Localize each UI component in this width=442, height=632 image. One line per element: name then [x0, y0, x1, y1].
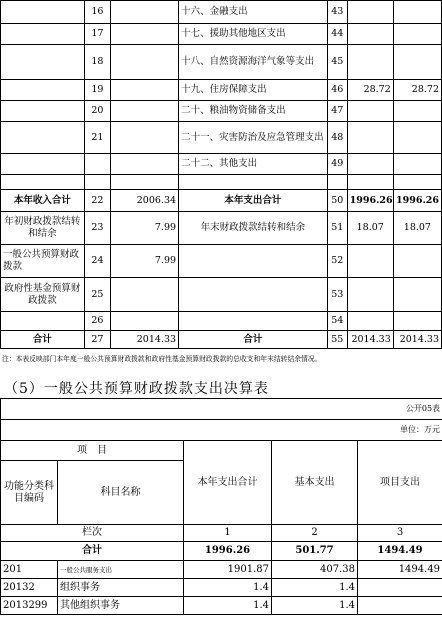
amount: 1.4: [272, 579, 358, 597]
subject-code: 20132: [1, 579, 58, 597]
amount: [358, 579, 442, 597]
header-total: 本年支出合计: [184, 441, 272, 525]
subject-name: 其他组织事务: [58, 597, 184, 615]
subject-code: 2013299: [1, 597, 58, 615]
table-row: [1, 101, 442, 122]
amount: 18.07: [347, 212, 393, 245]
amount: 2006.34: [110, 190, 178, 212]
line-no: 51: [327, 212, 347, 245]
expenditure-table: [0, 398, 442, 615]
amount: 407.38: [272, 561, 358, 579]
table-row: [1, 45, 442, 80]
table-row: [1, 245, 442, 278]
amount: 28.72: [393, 80, 441, 101]
amount: 1996.26: [393, 190, 441, 212]
line-no: 46: [327, 80, 347, 101]
amount: 2014.33: [347, 331, 393, 349]
amount: [393, 1, 441, 24]
subject-name: 组织事务: [58, 579, 184, 597]
line-no: 54: [327, 312, 347, 331]
amount: [347, 122, 393, 154]
line-no: 47: [327, 101, 347, 122]
subject-code: 201: [1, 561, 58, 579]
table-row: [1, 399, 442, 420]
amount: 1.4: [184, 597, 272, 615]
table-row: [1, 579, 442, 597]
amount: [393, 154, 441, 175]
line-no: [84, 154, 110, 175]
amount: 1494.49: [358, 542, 442, 561]
table-row: [1, 312, 442, 331]
unit-label: 单位：万元: [1, 420, 442, 441]
column-number: 2: [272, 525, 358, 542]
table-row: [1, 212, 442, 245]
amount: 1901.87: [184, 561, 272, 579]
amount: 2014.33: [393, 331, 441, 349]
column-label: 栏次: [1, 525, 184, 542]
amount: 7.99: [110, 212, 178, 245]
amount: [393, 24, 441, 45]
table-row: [1, 122, 442, 154]
header-name: 科目名称: [58, 461, 184, 525]
line-no: 48: [327, 122, 347, 154]
amount: 7.99: [110, 245, 178, 278]
amount: [358, 597, 442, 615]
line-no: 27: [84, 331, 110, 349]
total-row: [1, 190, 442, 212]
amount: 18.07: [393, 212, 441, 245]
amount: [347, 45, 393, 80]
line-no: 21: [84, 122, 110, 154]
line-no: 24: [84, 245, 110, 278]
grand-total-label: 合计: [179, 331, 328, 349]
amount: [347, 101, 393, 122]
line-no: 16: [84, 1, 110, 24]
line-no: 45: [327, 45, 347, 80]
row-label: 年初财政拨款结转和结余: [1, 212, 85, 245]
section-title: （5）一般公共预算财政拨款支出决算表: [4, 381, 269, 397]
amount: [347, 24, 393, 45]
line-no: 49: [327, 154, 347, 175]
line-no: 18: [84, 45, 110, 80]
line-no: 25: [84, 278, 110, 312]
line-no: 17: [84, 24, 110, 45]
line-no: 19: [84, 80, 110, 101]
amount: 1996.26: [184, 542, 272, 561]
grand-total-row: [1, 331, 442, 349]
header-code: 功能分类科目编码: [1, 461, 58, 525]
expense-item: 十九、住房保障支出: [179, 80, 328, 101]
line-no: 43: [327, 1, 347, 24]
header-project: 项 目: [1, 441, 184, 461]
form-number: 公开05表: [1, 399, 442, 420]
expense-item: 二十二、其他支出: [179, 154, 328, 175]
column-number: 1: [184, 525, 272, 542]
total-row: [1, 542, 442, 561]
header-row: [1, 441, 442, 461]
expense-item: 二十一、灾害防治及应急管理支出: [179, 122, 328, 154]
amount: [393, 101, 441, 122]
subject-name: 一般公共服务支出: [58, 561, 184, 579]
line-no: 22: [84, 190, 110, 212]
total-label: 合计: [1, 542, 184, 561]
amount: 28.72: [347, 80, 393, 101]
header-basic: 基本支出: [272, 441, 358, 525]
amount: 1996.26: [347, 190, 393, 212]
amount: 501.77: [272, 542, 358, 561]
amount: 1494.49: [358, 561, 442, 579]
table-row: [1, 597, 442, 615]
grand-total-label: 合计: [1, 331, 85, 349]
table-row: [1, 175, 442, 190]
expense-item: 十六、金融支出: [179, 1, 328, 24]
table-note: 注：本表反映部门本年度一般公共预算财政拨款和政府性基金预算财政拨款的总收支和年末结转结余情况。: [2, 355, 322, 363]
row-label: 一般公共预算财政拨款: [1, 245, 85, 278]
header-project-expense: 项目支出: [358, 441, 442, 525]
table-row: [1, 278, 442, 312]
amount: [347, 1, 393, 24]
column-number: 3: [358, 525, 442, 542]
line-no: 53: [327, 278, 347, 312]
table-row: [1, 80, 442, 101]
line-no: 23: [84, 212, 110, 245]
expense-item: 十八、自然资源海洋气象等支出: [179, 45, 328, 80]
amount: [393, 45, 441, 80]
amount: [393, 122, 441, 154]
table-row: [1, 561, 442, 579]
row-label: 政府性基金预算财政拨款: [1, 278, 85, 312]
column-number-row: [1, 525, 442, 542]
expense-item: 十七、援助其他地区支出: [179, 24, 328, 45]
line-no: 20: [84, 101, 110, 122]
expense-total-label: 本年支出合计: [179, 190, 328, 212]
table-row: [1, 1, 442, 24]
amount: 2014.33: [110, 331, 178, 349]
line-no: 50: [327, 190, 347, 212]
line-no: 52: [327, 245, 347, 278]
amount: 1.4: [184, 579, 272, 597]
table-row: [1, 420, 442, 441]
income-total-label: 本年收入合计: [1, 190, 85, 212]
table-row: [1, 24, 442, 45]
line-no: 55: [327, 331, 347, 349]
line-no: 44: [327, 24, 347, 45]
amount: [347, 154, 393, 175]
expense-item: 二十、粮油物资储备支出: [179, 101, 328, 122]
line-no: 26: [84, 312, 110, 331]
row-label: 年末财政拨款结转和结余: [179, 212, 328, 245]
table-row: [1, 154, 442, 175]
amount: 1.4: [272, 597, 358, 615]
